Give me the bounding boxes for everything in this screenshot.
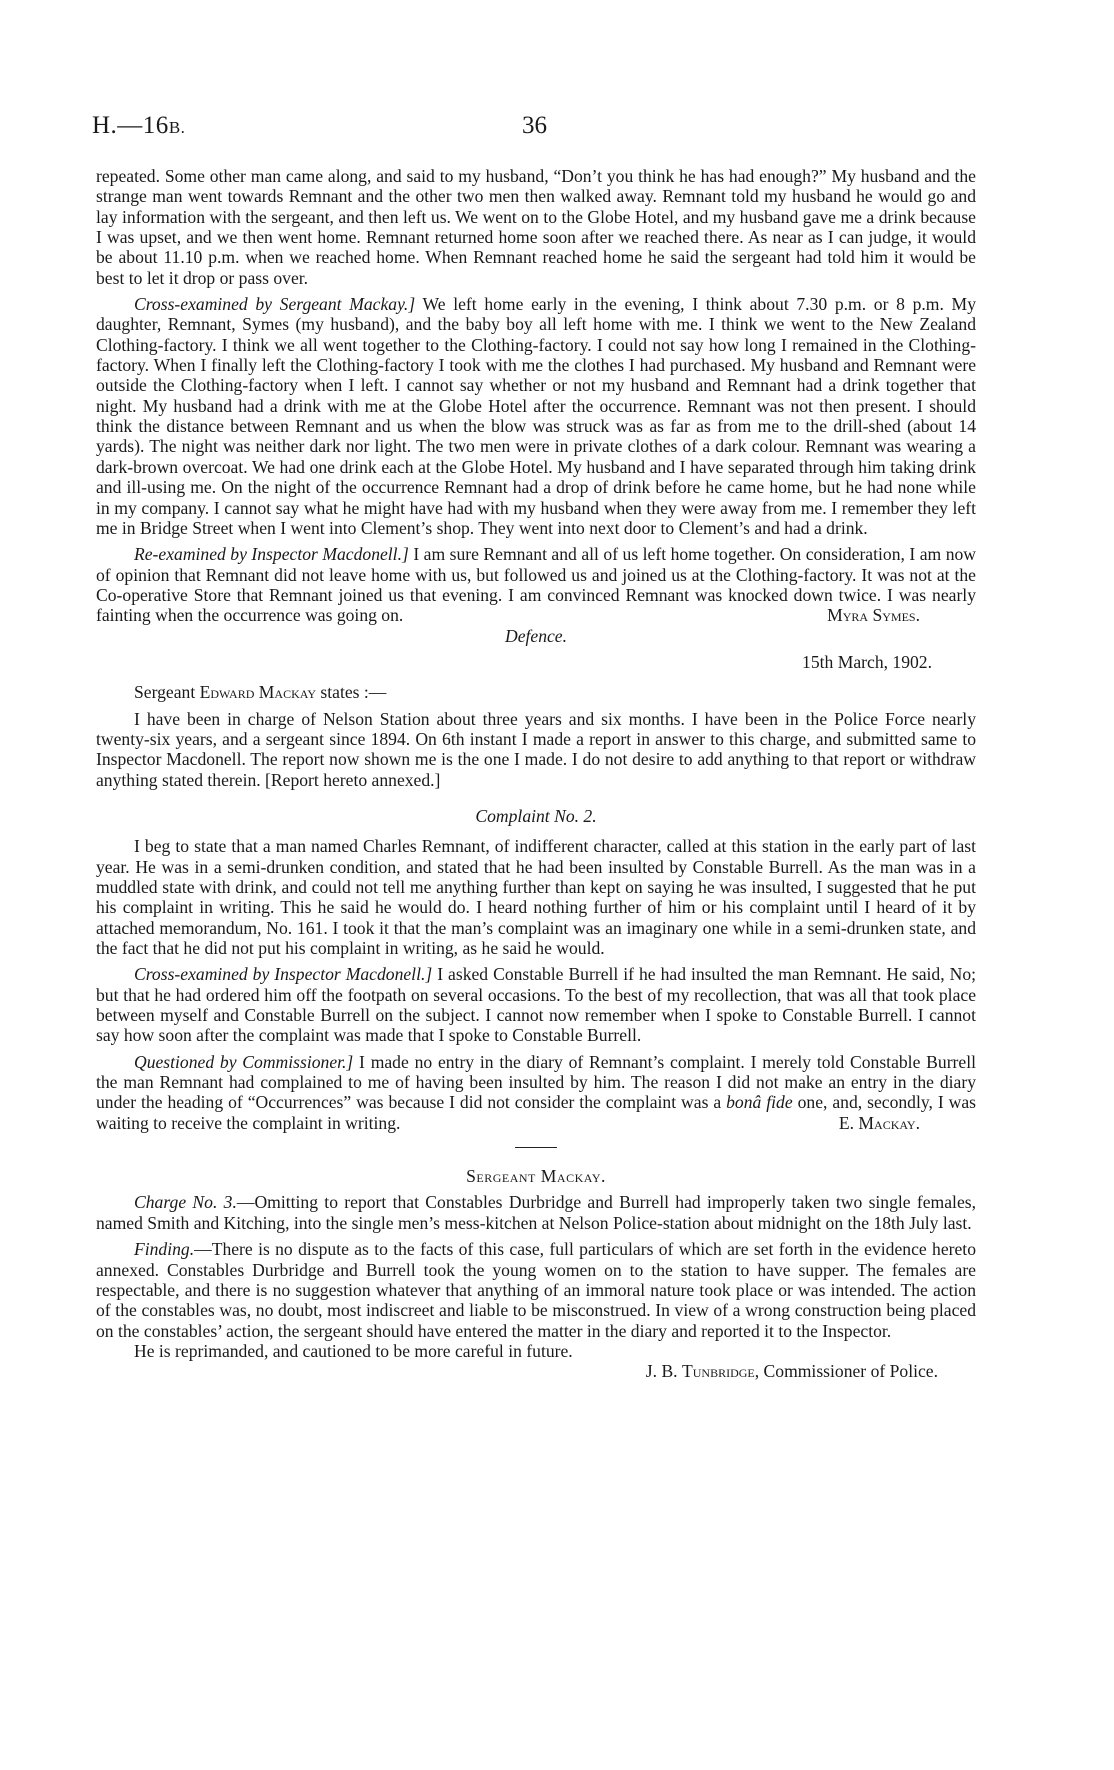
defence-heading: Defence. [504, 625, 568, 646]
cross-examination-macdonell-text: I asked Constable Burrell if he had insulted the man Remnant. He said, No; but that he had ordered him off the footpath on several occasions. To the best of my recollection, that was all that took place between myself and Constable Burrell on the subject. I cannot now remember when I spoke to Constable Burrell. I cannot say how soon after the complaint was made that I spoke to Constable Burrell. [96, 964, 976, 1046]
witness-signature: Myra Symes. [827, 605, 920, 626]
sergeant-states-prefix: Sergeant [134, 682, 200, 703]
paragraph-complaint: I beg to state that a man named Charles Remnant, of indifferent character, called at this station in the early part of last year. He was in a semi-drunken condition, and stated that he had been insulted by Constable Burrell. As the man was in a muddled state with drink, and could not tell me anything further than kept on saying he was insulted, I suggested that he put his complaint in writing. This he said he would do. I heard nothing further of him or his complaint until I heard of it by attached memorandum, No. 161. I took it that the man’s complaint was an imaginary one while in a semi-drunken state, and the fact that he did not put his complaint in writing, as he said he would. [96, 836, 976, 959]
questioned-italic: bonâ fide [726, 1092, 793, 1113]
sergeant-signature: E. Mackay. [838, 1112, 920, 1133]
commissioner-signature [96, 1361, 976, 1381]
defence-date: 15th March, 1902. [802, 651, 932, 672]
paragraph-re-examination [96, 544, 976, 625]
re-examination-text: I am sure Remnant and all of us left home together. On consideration, I am now of opinion that Remnant did not leave home with us, but followed us and joined us at the Clothing-factory. It was not at the Co-operative Store that Remnant joined us that evening. I am convinced Remnant was knocked down twice. I was nearly fainting when the occurrence was going on. [96, 544, 976, 626]
paragraph-finding [96, 1239, 976, 1341]
questioned-text-a: I made no entry in the diary of Remnant’s complaint. I merely told Constable Burrell the man Remnant had complained to me of having been insulted by him. The reason I did not make an entry in the diary under the heading of “Occurrences” was because I did not consider the complaint was a [96, 1051, 976, 1113]
questioned-text-b: one, and, secondly, I was waiting to receive the complaint in writing. [96, 1092, 977, 1133]
page-number: 36 [522, 112, 547, 139]
charge-text: —Omitting to report that Constables Durbridge and Burrell had improperly taken two single females, named Smith and Kitching, into the single men’s mess-kitchen at Nelson Police-station about midnight on the 18th July last. [96, 1192, 976, 1233]
page-header [92, 112, 972, 146]
questioned-lead: Questioned by Commissioner.] [134, 1051, 354, 1072]
cross-examination-lead: Cross-examined by Sergeant Mackay.] [134, 294, 416, 315]
paragraph-cross-examination-macdonell [96, 964, 976, 1045]
re-examination-lead: Re-examined by Inspector Macdonell.] [134, 544, 409, 565]
paragraph-reprimand: He is reprimanded, and cautioned to be more careful in future. [134, 1340, 573, 1361]
paragraph-cross-examination [96, 294, 976, 538]
paragraph-charge [96, 1192, 976, 1233]
section-divider [515, 1147, 557, 1148]
commissioner-title: , Commissioner of Police. [754, 1361, 938, 1382]
finding-text: —There is no dispute as to the facts of this case, full particulars of which are set forth in the evidence hereto annexed. Constables Durbridge and Burrell took the young women on to the station to have supper. The females are respectable, and there is no suggestion whatever that anything of an immoral nature took place or was intended. The action of the constables was, no doubt, most indiscreet and liable to be misconstrued. In view of a wrong construction being placed on the constables’ action, the sergeant should have entered the matter in the diary and reported it to the Inspector. [96, 1239, 976, 1341]
finding-lead: Finding. [134, 1239, 195, 1260]
section-heading: Sergeant Mackay. [466, 1166, 606, 1187]
complaint-heading: Complaint No. 2. [475, 805, 597, 826]
paragraph-continued-testimony: repeated. Some other man came along, and said to my husband, “Don’t you think he has had enough?” My husband and the strange man went towards Remnant and the other two men then walked away. Remnant told my husband he would go and lay information with the sergeant, and then left us. We went on to the Globe Hotel, and my husband gave me a drink because I was upset, and we then went home. Remnant returned home soon after we reached there. As near as I can judge, it would be about 11.10 p.m. when we reached home. When Remnant reached home he said the sergeant had told him it would be best to let it drop or pass over. [96, 166, 976, 288]
paragraph-station-report: I have been in charge of Nelson Station about three years and six months. I have been in the Police Force nearly twenty-six years, and a sergeant since 1894. On 6th instant I made a report in answer to this charge, and submitted same to Inspector Macdonell. The report now shown me is the one I made. I do not desire to add anything to that report or withdraw anything stated therein. [Report hereto annexed.] [96, 708, 976, 790]
sergeant-name: Edward Mackay [199, 682, 316, 703]
cross-examination-macdonell-lead: Cross-examined by Inspector Macdonell.] [134, 964, 433, 985]
charge-lead: Charge No. 3. [134, 1192, 237, 1213]
sergeant-states-line [96, 682, 976, 702]
doc-ref-suffix: B. [168, 118, 186, 137]
doc-ref-main: H.—16 [92, 112, 169, 139]
sergeant-states-suffix: states :— [316, 682, 387, 703]
commissioner-name: Tunbridge [681, 1361, 755, 1382]
paragraph-questioned-by-commissioner [96, 1052, 976, 1133]
document-body [96, 166, 976, 1382]
cross-examination-text: We left home early in the evening, I think about 7.30 p.m. or 8 p.m. My daughter, Remnant, Symes (my husband), and the baby boy all left home with me. I think we went to the New Zealand Clothing-factory. I think we all went together to the Clothing-factory. I could not say how long I remained in the Clothing-factory. When I finally left the Clothing-factory I took with me the clothes I had purchased. My husband and Remnant were outside the Clothing-factory when I left. I cannot say whether or not my husband and Remnant had a drink together that night. My husband had a drink with me at the Globe Hotel after the occurrence. Remnant was not then present. I should think the distance between Remnant and us when the blow was struck was as far as from me to the drill-shed (about 14 yards). The night was neither dark nor light. The two men were in private clothes of a dark colour. Remnant was wearing a dark-brown overcoat. We had one drink each at the Globe Hotel. My husband and I have separated through him taking drink and ill-using me. On the night of the occurrence Remnant had a drop of drink before he came home, but he had none while in my company. I cannot say what he might have had with my husband when they were away from me. I remember they left me in Bridge Street when I went into Clement’s shop. They went into next door to Clement’s and had a drink. [96, 294, 976, 538]
document-reference [92, 112, 185, 140]
commissioner-initials: J. B. [645, 1361, 682, 1382]
